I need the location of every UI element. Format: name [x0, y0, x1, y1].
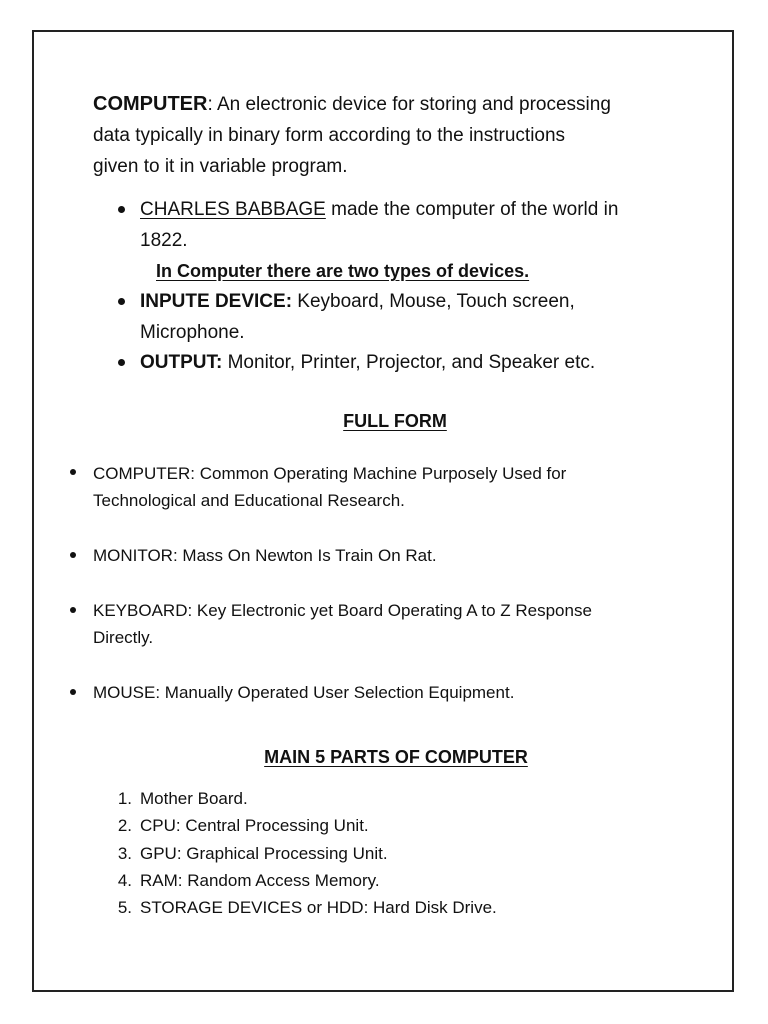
babbage-line-2: 1822. — [140, 230, 188, 251]
bullet-dot — [118, 298, 125, 305]
full-form-item-2-line-1: MONITOR: Mass On Newton Is Train On Rat. — [93, 546, 437, 565]
parts-item-number: 1. — [117, 789, 132, 808]
definition-term: COMPUTER — [93, 93, 208, 115]
parts-heading: MAIN 5 PARTS OF COMPUTER — [264, 747, 528, 767]
babbage-name: CHARLES BABBAGE — [140, 199, 326, 220]
definition-line-2: data typically in binary form according to the instructions — [93, 125, 566, 146]
full-form-item-3-line-2: Directly. — [93, 628, 154, 647]
input-label: INPUTE DEVICE: — [140, 291, 293, 312]
parts-item-text: Mother Board. — [140, 789, 248, 808]
input-line-2: Microphone. — [140, 322, 245, 343]
parts-item-number: 2. — [117, 816, 132, 835]
parts-item-5 — [110, 894, 497, 921]
babbage-line-1 — [140, 194, 618, 225]
output-label: OUTPUT: — [140, 352, 223, 373]
parts-item-4 — [110, 867, 380, 894]
devices-heading: In Computer there are two types of devices. — [156, 261, 530, 281]
parts-item-text: GPU: Graphical Processing Unit. — [140, 844, 388, 863]
parts-item-3 — [110, 840, 388, 867]
parts-item-number: 3. — [117, 844, 132, 863]
full-form-item-1-line-1: COMPUTER: Common Operating Machine Purposely Used for — [93, 464, 567, 483]
full-form-item-3-line-1: KEYBOARD: Key Electronic yet Board Operating A to Z Response — [93, 601, 592, 620]
output-text: Monitor, Printer, Projector, and Speaker etc. — [222, 352, 596, 373]
bullet-dot — [70, 469, 76, 475]
definition-text-1: An electronic device for storing and processing — [212, 94, 611, 115]
full-form-item-4-line-1: MOUSE: Manually Operated User Selection Equipment. — [93, 683, 515, 702]
page-border — [32, 30, 734, 992]
definition-line-3: given to it in variable program. — [93, 156, 348, 177]
parts-item-text: CPU: Central Processing Unit. — [140, 816, 369, 835]
bullet-dot — [70, 607, 76, 613]
definition-line-1 — [93, 89, 611, 120]
bullet-dot — [70, 552, 76, 558]
input-line-1 — [140, 286, 575, 317]
full-form-item-1-line-2: Technological and Educational Research. — [93, 491, 405, 510]
bullet-dot — [118, 359, 125, 366]
output-line — [140, 347, 595, 378]
full-form-heading: FULL FORM — [343, 411, 447, 431]
bullet-dot — [70, 689, 76, 695]
parts-item-number: 5. — [117, 898, 132, 917]
parts-item-text: RAM: Random Access Memory. — [140, 871, 380, 890]
bullet-dot — [118, 206, 125, 213]
parts-item-text: STORAGE DEVICES or HDD: Hard Disk Drive. — [140, 898, 497, 917]
input-text: Keyboard, Mouse, Touch screen, — [292, 291, 575, 312]
parts-item-2 — [110, 812, 369, 839]
babbage-text: made the computer of the world in — [325, 199, 619, 220]
parts-item-1 — [110, 785, 248, 812]
parts-item-number: 4. — [117, 871, 132, 890]
definition-sep: : — [207, 94, 213, 115]
